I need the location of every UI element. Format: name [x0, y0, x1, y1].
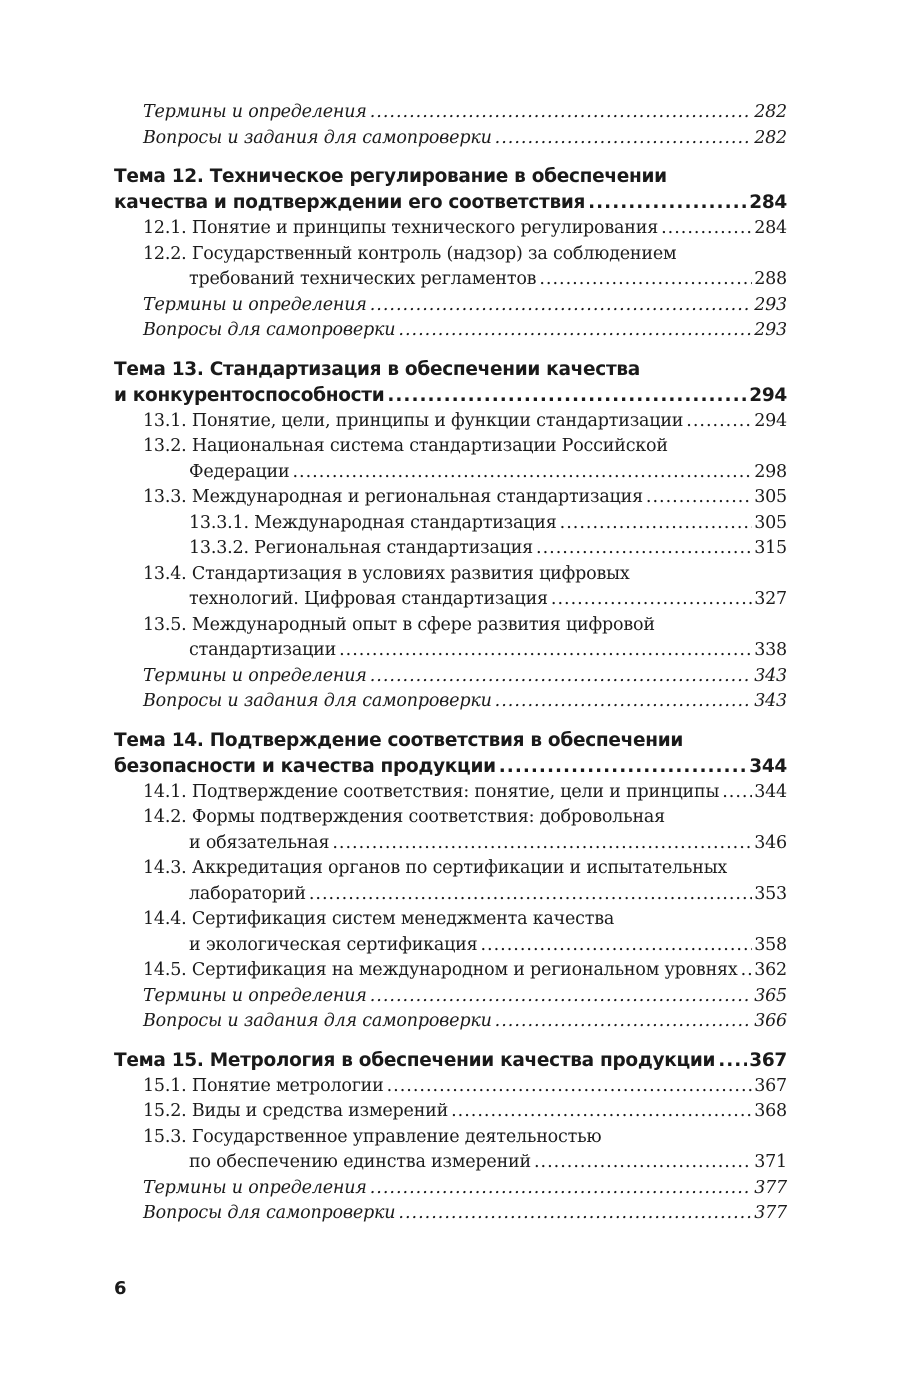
- toc-entry-page: 294: [754, 410, 787, 431]
- toc-entry-page: 377: [754, 1177, 787, 1198]
- toc-entry-page: 282: [754, 127, 787, 148]
- toc-entry-page: 366: [754, 1011, 787, 1031]
- toc-entry-title: 12.1. Понятие и принципы технического регулирования: [143, 218, 659, 238]
- toc-topic-title-line1: Тема 13. Стандартизация в обеспечении качества: [114, 358, 640, 380]
- toc-entry-13-1[interactable]: [114, 409, 787, 435]
- leader-dots: [292, 460, 752, 486]
- toc-entry-14-2[interactable]: [114, 805, 787, 856]
- toc-entry-page: 365: [754, 985, 787, 1006]
- toc-entry-12-1[interactable]: [114, 216, 787, 242]
- toc-entry-page: 293: [754, 320, 787, 340]
- toc-entry-14-3[interactable]: [114, 856, 787, 907]
- toc-entry-13-3-2[interactable]: [114, 536, 787, 562]
- toc-entry-terms-15[interactable]: [114, 1176, 787, 1202]
- toc-entry-title: Термины и определения: [143, 102, 367, 122]
- toc-entry-title-line1: 14.4. Сертификация систем менеджмента качества: [143, 909, 615, 929]
- toc-entry-questions-13[interactable]: [114, 689, 787, 715]
- toc-entry-title-line2: требований технических регламентов: [189, 269, 537, 289]
- toc-entry-14-4[interactable]: [114, 907, 787, 958]
- toc-entry-title-line1: 13.4. Стандартизация в условиях развития цифровых: [143, 563, 630, 584]
- page-number: 6: [114, 1278, 127, 1299]
- leader-dots: [499, 754, 748, 780]
- toc-entry-page: 298: [754, 461, 787, 482]
- leader-dots: [370, 1176, 753, 1202]
- toc-entry-title-line2: и обязательная: [189, 832, 330, 853]
- toc-entry-terms-11[interactable]: [114, 100, 787, 126]
- toc-entry-title-line1: 14.3. Аккредитация органов по сертификации и испытательных: [143, 858, 728, 878]
- toc-entry-title: 15.2. Виды и средства измерений: [143, 1101, 449, 1121]
- toc-entry-title: 13.3.2. Региональная стандартизация: [189, 538, 533, 558]
- toc-entry-title-line2: лабораторий: [189, 883, 306, 904]
- leader-dots: [536, 536, 752, 562]
- leader-dots: [539, 267, 752, 293]
- toc-entry-12-2[interactable]: [114, 242, 787, 293]
- toc-entry-title-line1: 13.5. Международный опыт в сфере развития цифровой: [143, 614, 655, 635]
- toc-topic-14[interactable]: [114, 728, 787, 780]
- toc-entry-title: Термины и определения: [143, 985, 367, 1006]
- toc-entry-page: 368: [754, 1101, 787, 1121]
- toc-entry-title-line2: и экологическая сертификация: [189, 934, 478, 955]
- toc-topic-title-line1: Тема 12. Техническое регулирование в обеспечении: [114, 166, 667, 187]
- toc-entry-page: 346: [754, 832, 787, 853]
- toc-entry-title: 13.3.1. Международная стандартизация: [189, 512, 557, 533]
- toc-entry-page: 367: [754, 1075, 787, 1096]
- leader-dots: [718, 1048, 747, 1074]
- leader-dots: [370, 100, 753, 126]
- toc-entry-page: 284: [754, 218, 787, 238]
- toc-entry-title-line1: 14.2. Формы подтверждения соответствия: добровольная: [143, 807, 665, 827]
- toc-entry-page: 338: [754, 640, 787, 660]
- toc-entry-title: Вопросы и задания для самопроверки: [143, 127, 492, 148]
- toc-topic-page: 367: [749, 1049, 787, 1071]
- toc-entry-title: Термины и определения: [143, 294, 367, 315]
- leader-dots: [480, 933, 752, 959]
- toc-entry-15-3[interactable]: [114, 1125, 787, 1176]
- toc-entry-title: Вопросы и задания для самопроверки: [143, 691, 492, 711]
- toc-entry-13-5[interactable]: [114, 613, 787, 664]
- toc-topic-page: 344: [749, 755, 787, 777]
- leader-dots: [495, 689, 753, 715]
- leader-dots: [370, 984, 753, 1010]
- leader-dots: [495, 1009, 753, 1035]
- toc-entry-title: Вопросы для самопроверки: [143, 320, 396, 340]
- toc-entry-15-2[interactable]: [114, 1099, 787, 1125]
- toc-entry-terms-12[interactable]: [114, 293, 787, 319]
- toc-entry-title-line1: 12.2. Государственный контроль (надзор) за соблюдением: [143, 243, 677, 264]
- leader-dots: [370, 664, 753, 690]
- toc-entry-questions-12[interactable]: [114, 318, 787, 344]
- toc-entry-page: 315: [754, 538, 787, 558]
- toc-entry-title: Вопросы для самопроверки: [143, 1203, 396, 1223]
- toc-topic-15[interactable]: [114, 1048, 787, 1074]
- leader-dots: [551, 587, 752, 613]
- toc-entry-terms-14[interactable]: [114, 984, 787, 1010]
- toc-entry-15-1[interactable]: [114, 1074, 787, 1100]
- toc-entry-title-line2: Федерации: [189, 461, 290, 482]
- toc-topic-title-line2: и конкурентоспособности: [114, 384, 385, 406]
- toc-topic-title-line1: Тема 14. Подтверждение соответствия в обеспечении: [114, 729, 684, 751]
- toc-topic-title-line2: качества и подтверждении его соответствия: [114, 192, 586, 213]
- toc-entry-title: 15.1. Понятие метрологии: [143, 1075, 384, 1096]
- toc-entry-page: 362: [754, 960, 787, 980]
- leader-dots: [339, 638, 752, 664]
- toc-entry-questions-14[interactable]: [114, 1009, 787, 1035]
- leader-dots: [451, 1099, 752, 1125]
- toc-entry-page: 305: [754, 512, 787, 533]
- toc-entry-title-line1: 15.3. Государственное управление деятельностью: [143, 1126, 602, 1147]
- toc-entry-title: 13.1. Понятие, цели, принципы и функции стандартизации: [143, 410, 684, 431]
- toc-entry-title: Вопросы и задания для самопроверки: [143, 1011, 492, 1031]
- leader-dots: [387, 1074, 753, 1100]
- toc-entry-14-1[interactable]: [114, 780, 787, 806]
- toc-entry-page: 293: [754, 294, 787, 315]
- toc-entry-14-5[interactable]: [114, 958, 787, 984]
- toc-entry-title: 14.5. Сертификация на международном и региональном уровнях: [143, 960, 738, 980]
- toc-entry-page: 344: [754, 781, 787, 802]
- toc-topic-title: Тема 15. Метрология в обеспечении качества продукции: [114, 1049, 716, 1071]
- toc-entry-questions-15[interactable]: [114, 1201, 787, 1227]
- leader-dots: [661, 216, 752, 242]
- toc-entry-13-2[interactable]: [114, 434, 787, 485]
- toc-entry-13-4[interactable]: [114, 562, 787, 613]
- toc-entry-title: Термины и определения: [143, 1177, 367, 1198]
- leader-dots: [560, 511, 753, 537]
- toc-entry-page: 353: [754, 883, 787, 904]
- toc-topic-page: 284: [749, 192, 787, 213]
- toc-entry-page: 305: [754, 487, 787, 507]
- leader-dots: [370, 293, 753, 319]
- leader-dots: [309, 882, 752, 908]
- toc-entry-page: 371: [754, 1152, 787, 1172]
- toc-entry-page: 282: [754, 102, 787, 122]
- toc-entry-title-line1: 13.2. Национальная система стандартизации Российской: [143, 436, 668, 456]
- leader-dots: [588, 190, 747, 216]
- toc-entry-questions-11[interactable]: [114, 126, 787, 152]
- leader-dots: [398, 318, 752, 344]
- toc-entry-page: 377: [754, 1203, 787, 1223]
- leader-dots: [722, 780, 752, 806]
- toc-entry-page: 288: [754, 269, 787, 289]
- toc-topic-title-line2: безопасности и качества продукции: [114, 755, 496, 777]
- toc-entry-title-line2: по обеспечению единства измерений: [189, 1152, 531, 1172]
- toc-entry-title: Термины и определения: [143, 665, 367, 686]
- toc-entry-title: 13.3. Международная и региональная стандартизация: [143, 487, 643, 507]
- toc-entry-page: 327: [754, 589, 787, 609]
- leader-dots: [398, 1201, 752, 1227]
- toc-entry-title-line2: стандартизации: [189, 640, 337, 660]
- toc-entry-title: 14.1. Подтверждение соответствия: понятие, цели и принципы: [143, 781, 720, 802]
- toc-entry-13-3[interactable]: [114, 485, 787, 511]
- table-of-contents: [114, 100, 787, 1227]
- toc-entry-page: 358: [754, 934, 787, 955]
- leader-dots: [534, 1150, 752, 1176]
- toc-entry-terms-13[interactable]: [114, 664, 787, 690]
- toc-entry-page: 343: [754, 691, 787, 711]
- toc-entry-title-line2: технологий. Цифровая стандартизация: [189, 589, 548, 609]
- leader-dots: [686, 409, 752, 435]
- leader-dots: [646, 485, 752, 511]
- leader-dots: [332, 831, 752, 857]
- toc-topic-13[interactable]: [114, 357, 787, 409]
- leader-dots: [495, 126, 753, 152]
- toc-topic-page: 294: [749, 384, 787, 406]
- leader-dots: [741, 958, 753, 984]
- leader-dots: [387, 383, 747, 409]
- toc-topic-12[interactable]: [114, 164, 787, 216]
- toc-entry-13-3-1[interactable]: [114, 511, 787, 537]
- toc-entry-page: 343: [754, 665, 787, 686]
